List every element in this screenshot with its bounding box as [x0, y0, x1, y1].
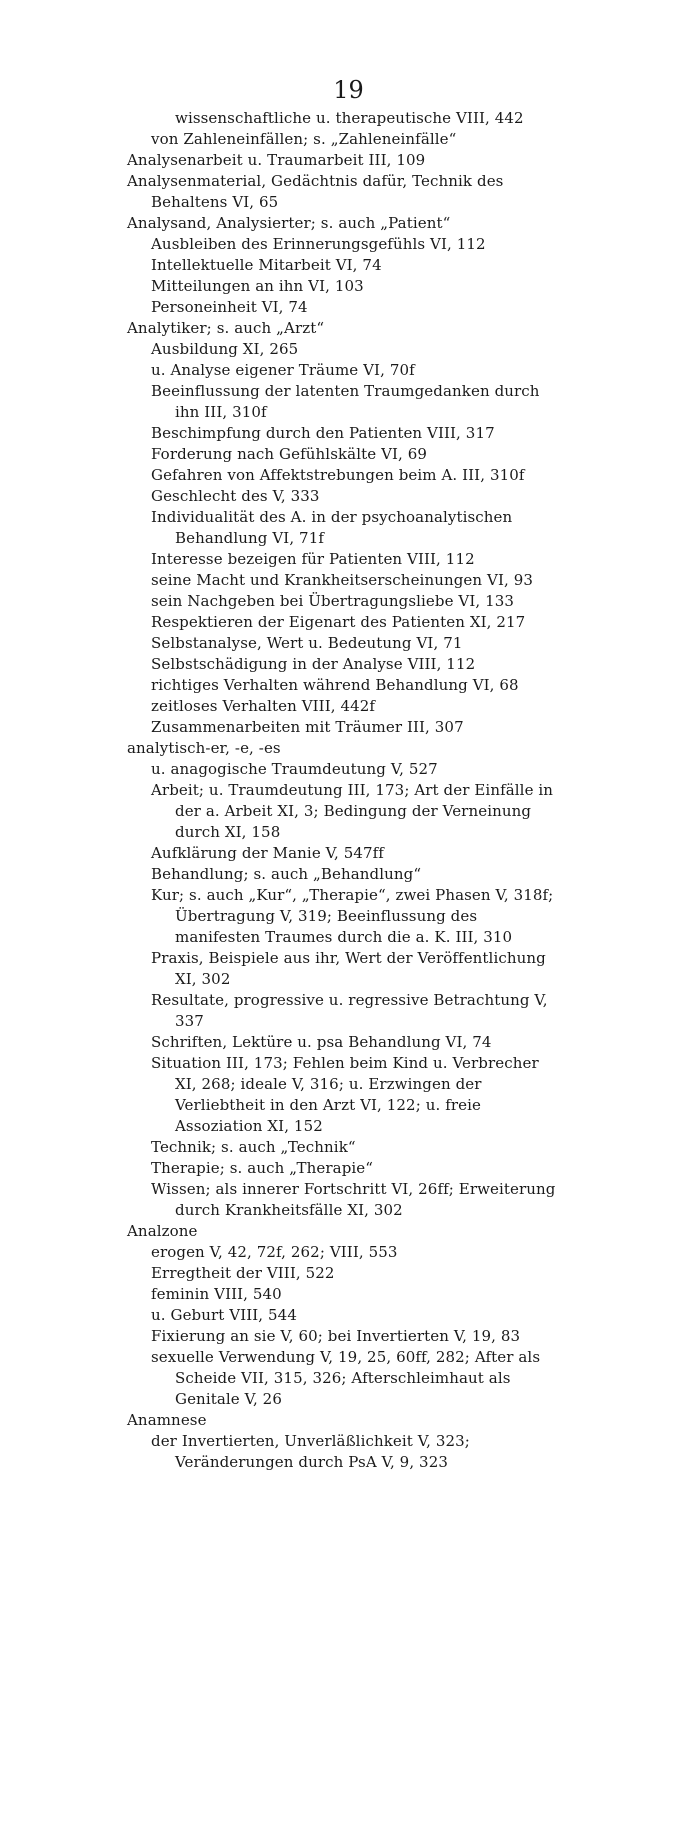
- entry-text: Ausbildung XI, 265: [151, 340, 299, 358]
- index-sub-entry: [127, 1032, 557, 1053]
- entry-text: Behandlung; s. auch „Behandlung“: [151, 865, 422, 883]
- index-sub-entry: [127, 591, 557, 612]
- entry-text: sexuelle Verwendung V, 19, 25, 60ff, 282; After als Scheide VII, 315, 326; Afterschleimhaut als Genitale V, 26: [151, 1348, 545, 1408]
- entry-text: Arbeit; u. Traumdeutung III, 173; Art der Einfälle in der a. Arbeit XI, 3; Bedingung der Verneinung durch XI, 158: [151, 781, 558, 841]
- entry-text: von Zahleneinfällen; s. „Zahleneinfälle“: [151, 130, 457, 148]
- index-main-entry: [127, 150, 557, 171]
- index-sub-entry: [127, 843, 557, 864]
- entry-text: Ausbleiben des Erinnerungsgefühls VI, 112: [151, 235, 486, 253]
- entry-text: Zusammenarbeiten mit Träumer III, 307: [151, 718, 464, 736]
- entry-text: u. Analyse eigener Träume VI, 70f: [151, 361, 415, 379]
- entry-text: Beschimpfung durch den Patienten VIII, 317: [151, 424, 495, 442]
- entry-text: der Invertierten, Unverläßlichkeit V, 323; Veränderungen durch PsA V, 9, 323: [151, 1432, 475, 1471]
- entry-text: Kur; s. auch „Kur“, „Therapie“, zwei Phasen V, 318f; Übertragung V, 319; Beeinflussung des manifesten Traumes durch die a. K. III, 310: [151, 886, 559, 946]
- index-main-entry: [127, 171, 557, 213]
- index-sub-entry: [127, 339, 557, 360]
- index-sub-entry: [127, 1347, 557, 1410]
- page-number: 19: [333, 76, 364, 104]
- entry-text: wissenschaftliche u. therapeutische VIII, 442: [175, 109, 524, 127]
- index-sub-entry: [127, 444, 557, 465]
- index-sub-entry: [127, 129, 557, 150]
- entry-text: Situation III, 173; Fehlen beim Kind u. Verbrecher XI, 268; ideale V, 316; u. Erzwingen der Verliebtheit in den Arzt VI, 122; u. freie Assoziation XI, 152: [151, 1054, 544, 1135]
- entry-text: seine Macht und Krankheitserscheinungen VI, 93: [151, 571, 534, 589]
- index-sub-entry: [127, 696, 557, 717]
- entry-text: Analysenarbeit u. Traumarbeit III, 109: [127, 151, 426, 169]
- entry-text: Anamnese: [127, 1411, 207, 1429]
- index-sub-entry: [127, 654, 557, 675]
- index-sub-entry: [127, 1053, 557, 1137]
- index-sub-entry: [127, 612, 557, 633]
- entry-text: Individualität des A. in der psychoanalytischen Behandlung VI, 71f: [151, 508, 518, 547]
- index-sub-entry: [127, 1137, 557, 1158]
- index-sub-entry: [127, 780, 557, 843]
- entry-text: Intellektuelle Mitarbeit VI, 74: [151, 256, 382, 274]
- index-main-entry: [127, 1221, 557, 1242]
- index-main-entry: [127, 1410, 557, 1431]
- index-sub-entry: [127, 465, 557, 486]
- index-main-entry: [127, 738, 557, 759]
- index-sub-entry: [127, 864, 557, 885]
- entry-text: feminin VIII, 540: [151, 1285, 282, 1303]
- index-main-entry: [127, 213, 557, 234]
- entry-text: Analytiker; s. auch „Arzt“: [127, 319, 325, 337]
- entry-text: Respektieren der Eigenart des Patienten XI, 217: [151, 613, 526, 631]
- index-sub-entry: [127, 1158, 557, 1179]
- entry-text: Wissen; als innerer Fortschritt VI, 26ff; Erweiterung durch Krankheitsfälle XI, 302: [151, 1180, 561, 1219]
- index-entries: [127, 108, 561, 1473]
- index-sub-entry: [127, 1326, 557, 1347]
- entry-text: Interesse bezeigen für Patienten VIII, 112: [151, 550, 475, 568]
- entry-text: Fixierung an sie V, 60; bei Invertierten V, 19, 83: [151, 1327, 521, 1345]
- index-sub-entry: [127, 381, 557, 423]
- entry-text: analytisch-er, -e, -es: [127, 739, 281, 757]
- entry-text: Therapie; s. auch „Therapie“: [151, 1159, 374, 1177]
- index-sub-entry: [127, 675, 557, 696]
- entry-text: Resultate, progressive u. regressive Betrachtung V, 337: [151, 991, 553, 1030]
- entry-text: sein Nachgeben bei Übertragungsliebe VI, 133: [151, 592, 515, 610]
- entry-text: Selbstschädigung in der Analyse VIII, 112: [151, 655, 476, 673]
- entry-text: Forderung nach Gefühlskälte VI, 69: [151, 445, 428, 463]
- index-sub-entry: [127, 276, 557, 297]
- index-sub-entry: [127, 108, 557, 129]
- entry-text: Analzone: [127, 1222, 198, 1240]
- index-sub-entry: [127, 717, 557, 738]
- index-sub-entry: [127, 423, 557, 444]
- index-sub-entry: [127, 1179, 561, 1221]
- index-sub-entry: [127, 507, 557, 549]
- entry-text: Analysand, Analysierter; s. auch „Patient“: [127, 214, 451, 232]
- index-sub-entry: [127, 1305, 557, 1326]
- index-sub-entry: [127, 360, 557, 381]
- index-sub-entry: [127, 486, 557, 507]
- index-sub-entry: [127, 570, 557, 591]
- index-sub-entry: [127, 990, 557, 1032]
- index-sub-entry: [127, 255, 557, 276]
- entry-text: erogen V, 42, 72f, 262; VIII, 553: [151, 1243, 398, 1261]
- entry-text: Personeinheit VI, 74: [151, 298, 308, 316]
- entry-text: Mitteilungen an ihn VI, 103: [151, 277, 364, 295]
- entry-text: Beeinflussung der latenten Traumgedanken durch ihn III, 310f: [151, 382, 545, 421]
- index-main-entry: [127, 318, 557, 339]
- index-sub-entry: [127, 234, 557, 255]
- index-sub-entry: [127, 885, 557, 948]
- entry-text: Selbstanalyse, Wert u. Bedeutung VI, 71: [151, 634, 463, 652]
- entry-text: Technik; s. auch „Technik“: [151, 1138, 356, 1156]
- index-sub-entry: [127, 1242, 557, 1263]
- index-sub-entry: [127, 948, 557, 990]
- entry-text: Schriften, Lektüre u. psa Behandlung VI, 74: [151, 1033, 492, 1051]
- entry-text: richtiges Verhalten während Behandlung VI, 68: [151, 676, 519, 694]
- index-sub-entry: [127, 1263, 557, 1284]
- entry-text: Erregtheit der VIII, 522: [151, 1264, 335, 1282]
- index-sub-entry: [127, 549, 557, 570]
- entry-text: Analysenmaterial, Gedächtnis dafür, Technik des Behaltens VI, 65: [127, 172, 509, 211]
- entry-text: u. Geburt VIII, 544: [151, 1306, 297, 1324]
- entry-text: u. anagogische Traumdeutung V, 527: [151, 760, 438, 778]
- index-sub-entry: [127, 759, 557, 780]
- entry-text: Gefahren von Affektstrebungen beim A. III, 310f: [151, 466, 525, 484]
- entry-text: zeitloses Verhalten VIII, 442f: [151, 697, 376, 715]
- index-sub-entry: [127, 1284, 557, 1305]
- entry-text: Aufklärung der Manie V, 547ff: [151, 844, 384, 862]
- index-sub-entry: [127, 633, 557, 654]
- entry-text: Praxis, Beispiele aus ihr, Wert der Veröffentlichung XI, 302: [151, 949, 551, 988]
- entry-text: Geschlecht des V, 333: [151, 487, 320, 505]
- index-sub-entry: [127, 1431, 557, 1473]
- index-sub-entry: [127, 297, 557, 318]
